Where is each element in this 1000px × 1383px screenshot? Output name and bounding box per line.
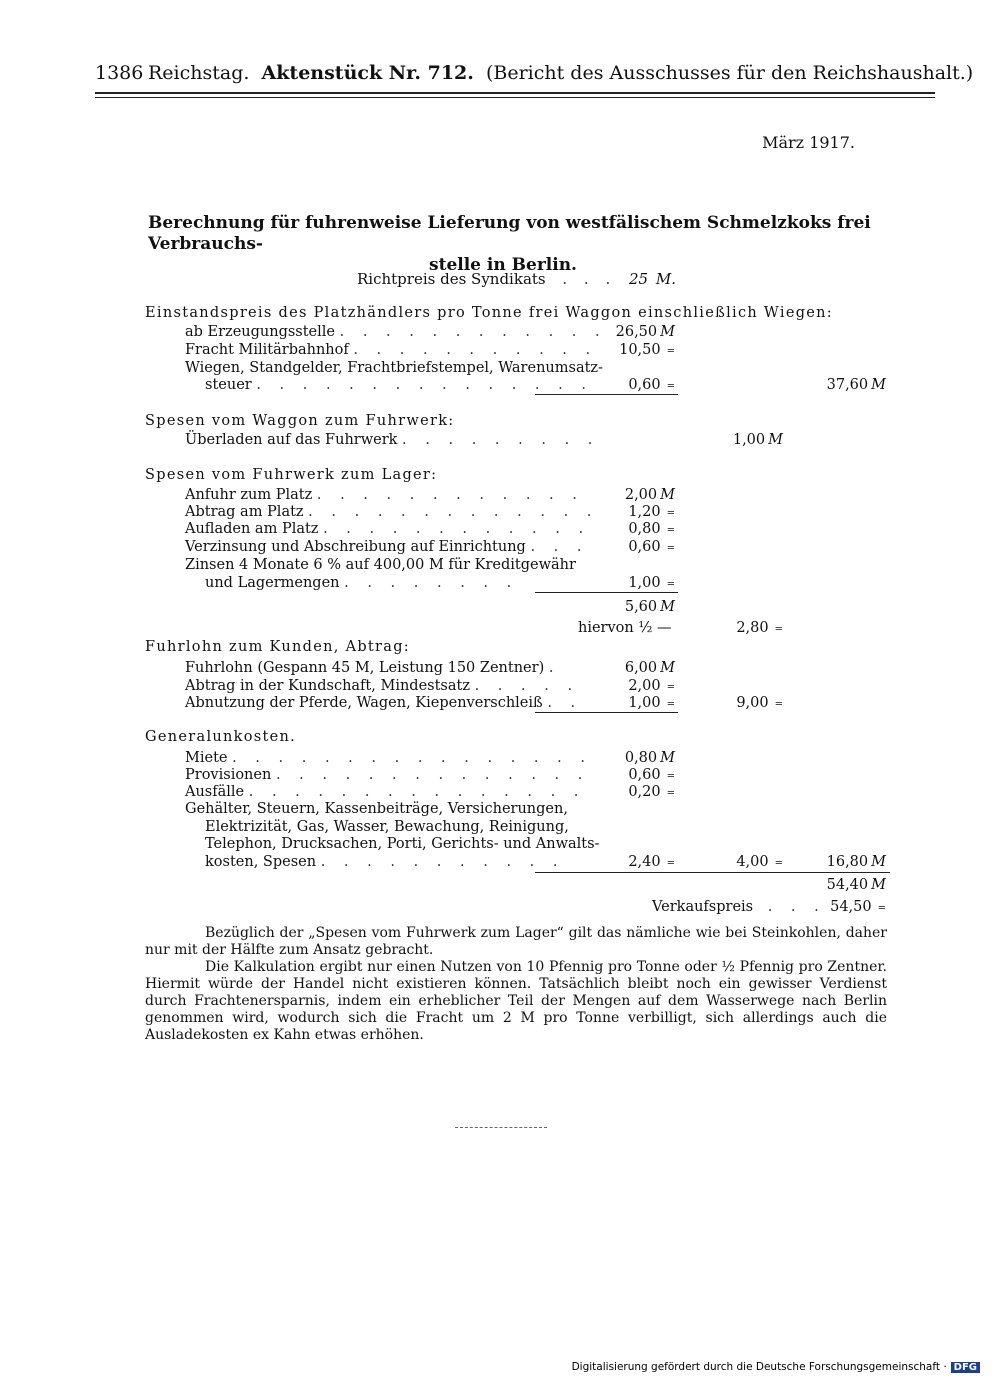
amount-cell: 4,00 = <box>736 854 783 870</box>
amount-cell: 1,00 = <box>628 575 675 591</box>
sum-rule <box>535 592 678 593</box>
section-heading-waggon: Spesen vom Waggon zum Fuhrwerk: <box>145 413 455 429</box>
list-item: Provisionen . . . . . . . . . . . . . . <box>185 767 590 783</box>
amount-cell: 2,80 = <box>736 620 783 636</box>
amount-cell: 2,00 M <box>624 487 675 503</box>
richtpreis-unit: M. <box>655 270 677 288</box>
list-item-continued: kosten, Spesen . . . . . . . . . . . <box>205 854 565 870</box>
page-number: 1386 <box>95 62 144 84</box>
amount-cell: 26,50 M <box>615 324 675 340</box>
amount-cell: 0,60 = <box>628 539 675 555</box>
section-total: 16,80 M <box>826 854 886 870</box>
richtpreis-label: Richtpreis des Syndikats <box>357 270 546 288</box>
title-line-2: stelle in Berlin. <box>429 255 577 275</box>
amount-cell: 2,40 = <box>628 854 675 870</box>
amount-cell: 2,00 = <box>628 678 675 694</box>
amount-cell: 6,00 M <box>624 660 675 676</box>
hiervon-label: hiervon ½ — <box>578 620 672 636</box>
richtpreis-value: 25 <box>629 270 649 288</box>
list-item: Verzinsung und Abschreibung auf Einrichtung . . . <box>185 539 589 555</box>
paragraph: Die Kalkulation ergibt nur einen Nutzen von 10 Pfennig pro Tonne oder ½ Pfennig pro Zentner. Hiermit würde der Handel nicht existieren können. Tatsächlich bleibt noch ein gewisser Verdienst durch Frachtenersparnis, indem ein erheblicher Teil der Mengen auf dem Wasserwege nach Berlin genommen wird, wodurch sich die Fracht um 2 M pro Tonne verbilligt, sich allerdings auch die Ausladekosten ex Kahn etwas erhöhen. <box>145 959 887 1043</box>
document-date: März 1917. <box>762 133 855 152</box>
amount-cell: 1,00 M <box>732 432 783 448</box>
list-item: Abtrag in der Kundschaft, Mindestsatz . . . . . <box>185 678 580 694</box>
footer-credit <box>572 1361 980 1373</box>
section-heading-fuhrlohn: Fuhrlohn zum Kunden, Abtrag: <box>145 639 410 655</box>
list-item-continued: Elektrizität, Gas, Wasser, Bewachung, Reinigung, <box>205 819 569 835</box>
section-heading-einstand: Einstandspreis des Platzhändlers pro Tonne frei Waggon einschließlich Wiegen: <box>145 305 833 321</box>
list-item: Miete . . . . . . . . . . . . . . . . <box>185 750 592 766</box>
dfg-logo: DFG <box>951 1362 980 1373</box>
subtotal-cell: 5,60 M <box>624 599 675 615</box>
sum-rule <box>535 394 678 395</box>
amount-cell: 1,20 = <box>628 504 675 520</box>
title-line-1: Berechnung für fuhrenweise Lieferung von westfälischem Schmelzkoks frei Verbrauchs- <box>148 213 871 254</box>
sum-rule <box>535 712 678 713</box>
running-title <box>148 62 973 84</box>
footer-text: Digitalisierung gefördert durch die Deutsche Forschungsgemeinschaft · <box>571 1361 947 1373</box>
section-total: 37,60 M <box>826 377 886 393</box>
grand-sum-rule <box>535 872 890 873</box>
list-item: Ausfälle . . . . . . . . . . . . . . . <box>185 784 586 800</box>
end-rule <box>455 1127 547 1128</box>
list-item: Zinsen 4 Monate 6 % auf 400,00 M für Kreditgewähr <box>185 557 576 573</box>
section-total: 9,00 = <box>736 695 783 711</box>
body-text <box>145 925 887 1044</box>
amount-cell: 10,50 = <box>619 342 675 358</box>
header-rule <box>95 92 935 98</box>
list-item-continued: und Lagermengen . . . . . . . . <box>205 575 519 591</box>
list-item: Wiegen, Standgelder, Frachtbriefstempel, Warenumsatz- <box>185 360 603 376</box>
running-title-prefix: Reichstag. <box>148 62 250 84</box>
list-item: Fuhrlohn (Gespann 45 M, Leistung 150 Zentner) . <box>185 660 561 676</box>
verkaufspreis-value: 54,50 = <box>830 899 886 915</box>
list-item: Aufladen am Platz . . . . . . . . . . . . <box>185 521 591 537</box>
list-item: ab Erzeugungsstelle . . . . . . . . . . . . <box>185 324 607 340</box>
amount-cell: 0,80 = <box>628 521 675 537</box>
richtpreis-line <box>357 270 676 288</box>
section-heading-lager: Spesen vom Fuhrwerk zum Lager: <box>145 467 438 483</box>
amount-cell: 1,00 = <box>628 695 675 711</box>
running-title-suffix: (Bericht des Ausschusses für den Reichshaushalt.) <box>485 62 974 84</box>
amount-cell: 0,80 M <box>624 750 675 766</box>
list-item: Fracht Militärbahnhof . . . . . . . . . . . <box>185 342 598 358</box>
list-item: Gehälter, Steuern, Kassenbeiträge, Versicherungen, <box>185 801 568 817</box>
amount-cell: 0,60 = <box>628 767 675 783</box>
amount-cell: 0,60 = <box>628 377 675 393</box>
list-item: Anfuhr zum Platz . . . . . . . . . . . . <box>185 487 584 503</box>
paragraph: Bezüglich der „Spesen vom Fuhrwerk zum Lager“ gilt das nämliche wie bei Steinkohlen, daher nur mit der Hälfte zum Ansatz gebracht. <box>145 925 887 958</box>
list-item: Abtrag am Platz . . . . . . . . . . . . . <box>185 504 599 520</box>
section-heading-general: Generalunkosten. <box>145 729 297 745</box>
document-title <box>148 213 878 276</box>
list-item: Abnutzung der Pferde, Wagen, Kiepenverschleiß . . <box>185 695 583 711</box>
list-item-continued: Telephon, Drucksachen, Porti, Gerichts- und Anwalts- <box>205 836 600 852</box>
running-head <box>95 62 974 88</box>
grand-total: 54,40 M <box>826 877 886 893</box>
richtpreis-dots: . . . <box>562 270 617 288</box>
verkaufspreis-line: Verkaufspreis . . . <box>652 899 826 915</box>
list-item: Überladen auf das Fuhrwerk . . . . . . . . . <box>185 432 600 448</box>
running-title-doc: Aktenstück Nr. 712. <box>261 62 474 84</box>
list-item-continued: steuer . . . . . . . . . . . . . . . <box>205 377 593 393</box>
amount-cell: 0,20 = <box>628 784 675 800</box>
